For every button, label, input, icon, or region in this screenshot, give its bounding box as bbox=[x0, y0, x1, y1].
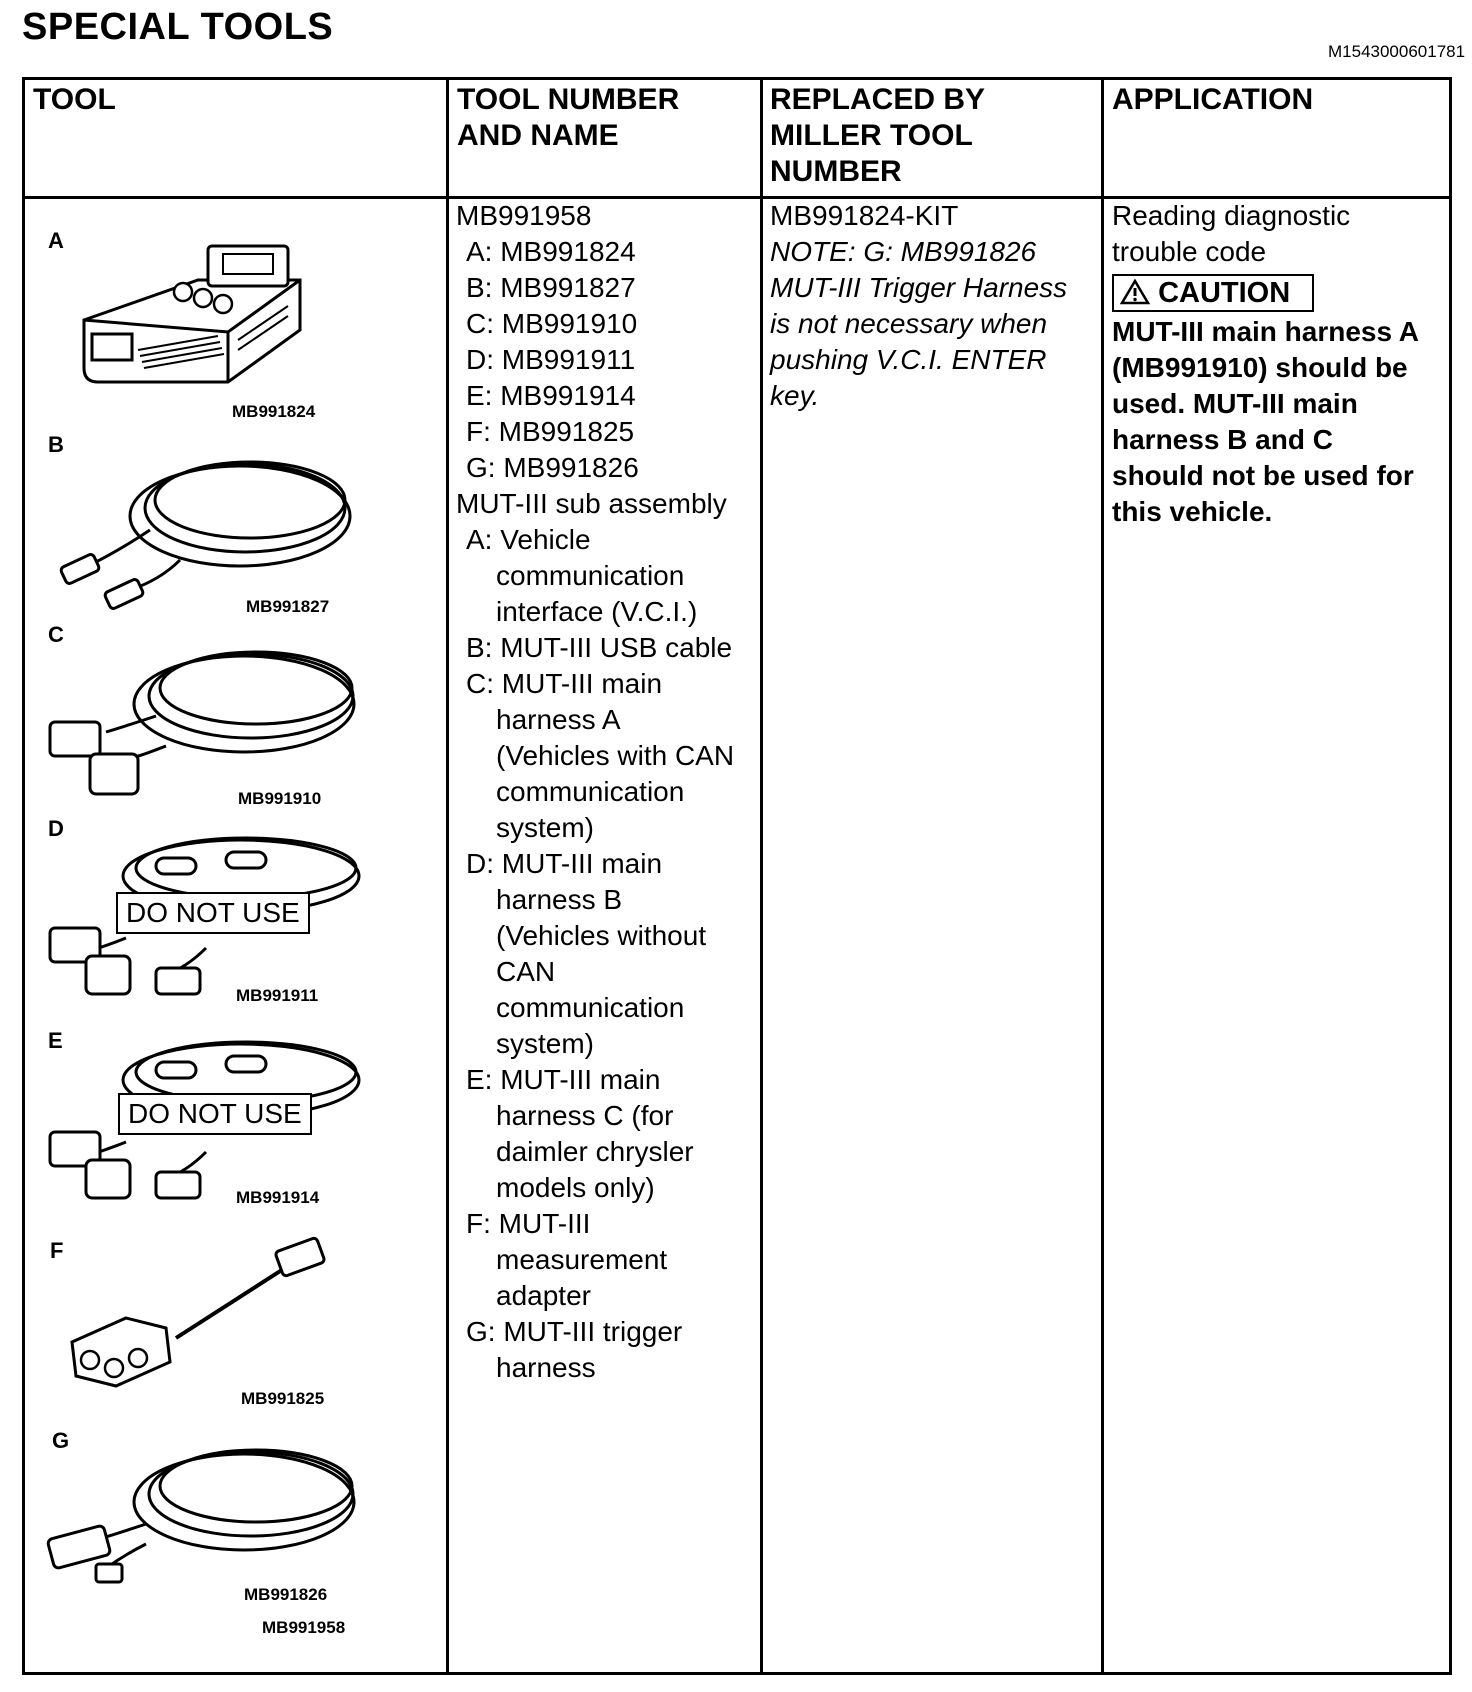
header-tool-number-line1: TOOL NUMBER bbox=[457, 83, 680, 116]
part-number-f: F: MB991825 bbox=[466, 416, 635, 447]
caution-line3: used. MUT-III main bbox=[1112, 388, 1358, 419]
sub-g-line1: G: MUT-III trigger bbox=[466, 1316, 683, 1347]
header-tool-number bbox=[457, 82, 679, 154]
tool-f-letter: F bbox=[50, 1238, 64, 1263]
column-divider-3 bbox=[1101, 77, 1104, 1675]
sub-d-line5: communication bbox=[496, 992, 685, 1023]
header-miller bbox=[770, 82, 985, 190]
header-tool: TOOL bbox=[33, 83, 116, 116]
sub-c-line2: harness A bbox=[496, 704, 621, 735]
sub-e-line2: harness C (for bbox=[496, 1100, 674, 1131]
miller-note-line5: key. bbox=[770, 380, 820, 411]
table-top-border bbox=[22, 77, 1452, 80]
caution-box bbox=[1112, 274, 1314, 312]
header-application: APPLICATION bbox=[1112, 83, 1314, 116]
sub-d-line3: (Vehicles without bbox=[496, 920, 707, 951]
kit-number: MB991958 bbox=[456, 200, 592, 231]
tool-g-code: MB991826 bbox=[244, 1585, 328, 1604]
sub-d-line1: D: MUT-III main bbox=[466, 848, 663, 879]
tool-e-warning: DO NOT USE bbox=[118, 1093, 312, 1135]
caution-line1: MUT-III main harness A bbox=[1112, 316, 1420, 347]
tool-c-code: MB991910 bbox=[238, 789, 322, 808]
sub-e-line4: models only) bbox=[496, 1172, 655, 1203]
miller-note-line2: MUT-III Trigger Harness bbox=[770, 272, 1068, 303]
tool-e-code: MB991914 bbox=[236, 1188, 320, 1207]
sub-b-line1: B: MUT-III USB cable bbox=[466, 632, 733, 663]
document-code: M1543000601781 bbox=[1328, 42, 1466, 61]
tool-d-letter: D bbox=[48, 816, 64, 841]
table-bottom-border bbox=[22, 1672, 1452, 1675]
warning-triangle-icon bbox=[1120, 279, 1150, 305]
part-number-a: A: MB991824 bbox=[466, 236, 636, 267]
vci-device-icon bbox=[78, 240, 308, 390]
header-tool-number-line2: AND NAME bbox=[457, 119, 619, 152]
sub-c-line1: C: MUT-III main bbox=[466, 668, 663, 699]
caution-label: CAUTION bbox=[1158, 277, 1291, 309]
part-number-e: E: MB991914 bbox=[466, 380, 636, 411]
caution-line4: harness B and C bbox=[1112, 424, 1333, 455]
page-title: SPECIAL TOOLS bbox=[22, 6, 334, 48]
tool-d-warning: DO NOT USE bbox=[116, 892, 310, 934]
caution-line6: this vehicle. bbox=[1112, 496, 1273, 527]
application-line2: trouble code bbox=[1112, 236, 1267, 267]
sub-f-line2: measurement bbox=[496, 1244, 668, 1275]
tool-a-letter: A bbox=[48, 228, 64, 253]
application-cell bbox=[1112, 198, 1419, 530]
miller-note-line4: pushing V.C.I. ENTER bbox=[770, 344, 1047, 375]
tool-c-letter: C bbox=[48, 622, 64, 647]
sub-g-line2: harness bbox=[496, 1352, 596, 1383]
column-divider-2 bbox=[760, 77, 763, 1675]
sub-e-line3: daimler chrysler bbox=[496, 1136, 694, 1167]
part-number-d: D: MB991911 bbox=[466, 344, 636, 375]
sub-c-line4: communication bbox=[496, 776, 685, 807]
miller-kit-number: MB991824-KIT bbox=[770, 200, 959, 231]
tool-g-letter: G bbox=[52, 1428, 70, 1453]
tool-a-code: MB991824 bbox=[232, 402, 316, 421]
tool-b-letter: B bbox=[48, 432, 64, 457]
miller-note-line1: NOTE: G: MB991826 bbox=[770, 236, 1037, 267]
sub-d-line6: system) bbox=[496, 1028, 594, 1059]
column-divider-right-edge bbox=[1449, 77, 1452, 1675]
part-number-c: C: MB991910 bbox=[466, 308, 638, 339]
sub-f-line1: F: MUT-III bbox=[466, 1208, 591, 1239]
tool-e-letter: E bbox=[48, 1028, 63, 1053]
tool-f-code: MB991825 bbox=[241, 1389, 325, 1408]
tool-number-cell bbox=[456, 198, 734, 1386]
sub-f-line3: adapter bbox=[496, 1280, 591, 1311]
sub-a-line2: communication bbox=[496, 560, 685, 591]
trigger-harness-icon bbox=[46, 1434, 366, 1594]
application-line1: Reading diagnostic bbox=[1112, 200, 1351, 231]
part-number-b: B: MB991827 bbox=[466, 272, 636, 303]
miller-cell bbox=[770, 198, 1067, 414]
column-divider-left-edge bbox=[22, 77, 25, 1675]
sub-a-line3: interface (V.C.I.) bbox=[496, 596, 698, 627]
measurement-adapter-icon bbox=[66, 1232, 346, 1392]
tool-d-code: MB991911 bbox=[236, 986, 319, 1005]
part-number-g: G: MB991826 bbox=[466, 452, 639, 483]
tool-b-code: MB991827 bbox=[246, 597, 330, 616]
sub-d-line2: harness B bbox=[496, 884, 623, 915]
sub-a-line1: A: Vehicle bbox=[466, 524, 591, 555]
tool-kit-code: MB991958 bbox=[262, 1618, 346, 1637]
header-miller-line3: NUMBER bbox=[770, 155, 902, 188]
usb-cable-icon bbox=[50, 440, 360, 610]
sub-assembly-title: MUT-III sub assembly bbox=[456, 488, 727, 519]
header-miller-line2: MILLER TOOL bbox=[770, 119, 973, 152]
sub-e-line1: E: MUT-III main bbox=[466, 1064, 661, 1095]
caution-line2: (MB991910) should be bbox=[1112, 352, 1408, 383]
miller-note-line3: is not necessary when bbox=[770, 308, 1048, 339]
column-divider-1 bbox=[446, 77, 449, 1675]
main-harness-a-icon bbox=[46, 636, 366, 806]
sub-c-line5: system) bbox=[496, 812, 594, 843]
caution-line5: should not be used for bbox=[1112, 460, 1414, 491]
sub-d-line4: CAN bbox=[496, 956, 556, 987]
sub-c-line3: (Vehicles with CAN bbox=[496, 740, 735, 771]
header-miller-line1: REPLACED BY bbox=[770, 83, 986, 116]
